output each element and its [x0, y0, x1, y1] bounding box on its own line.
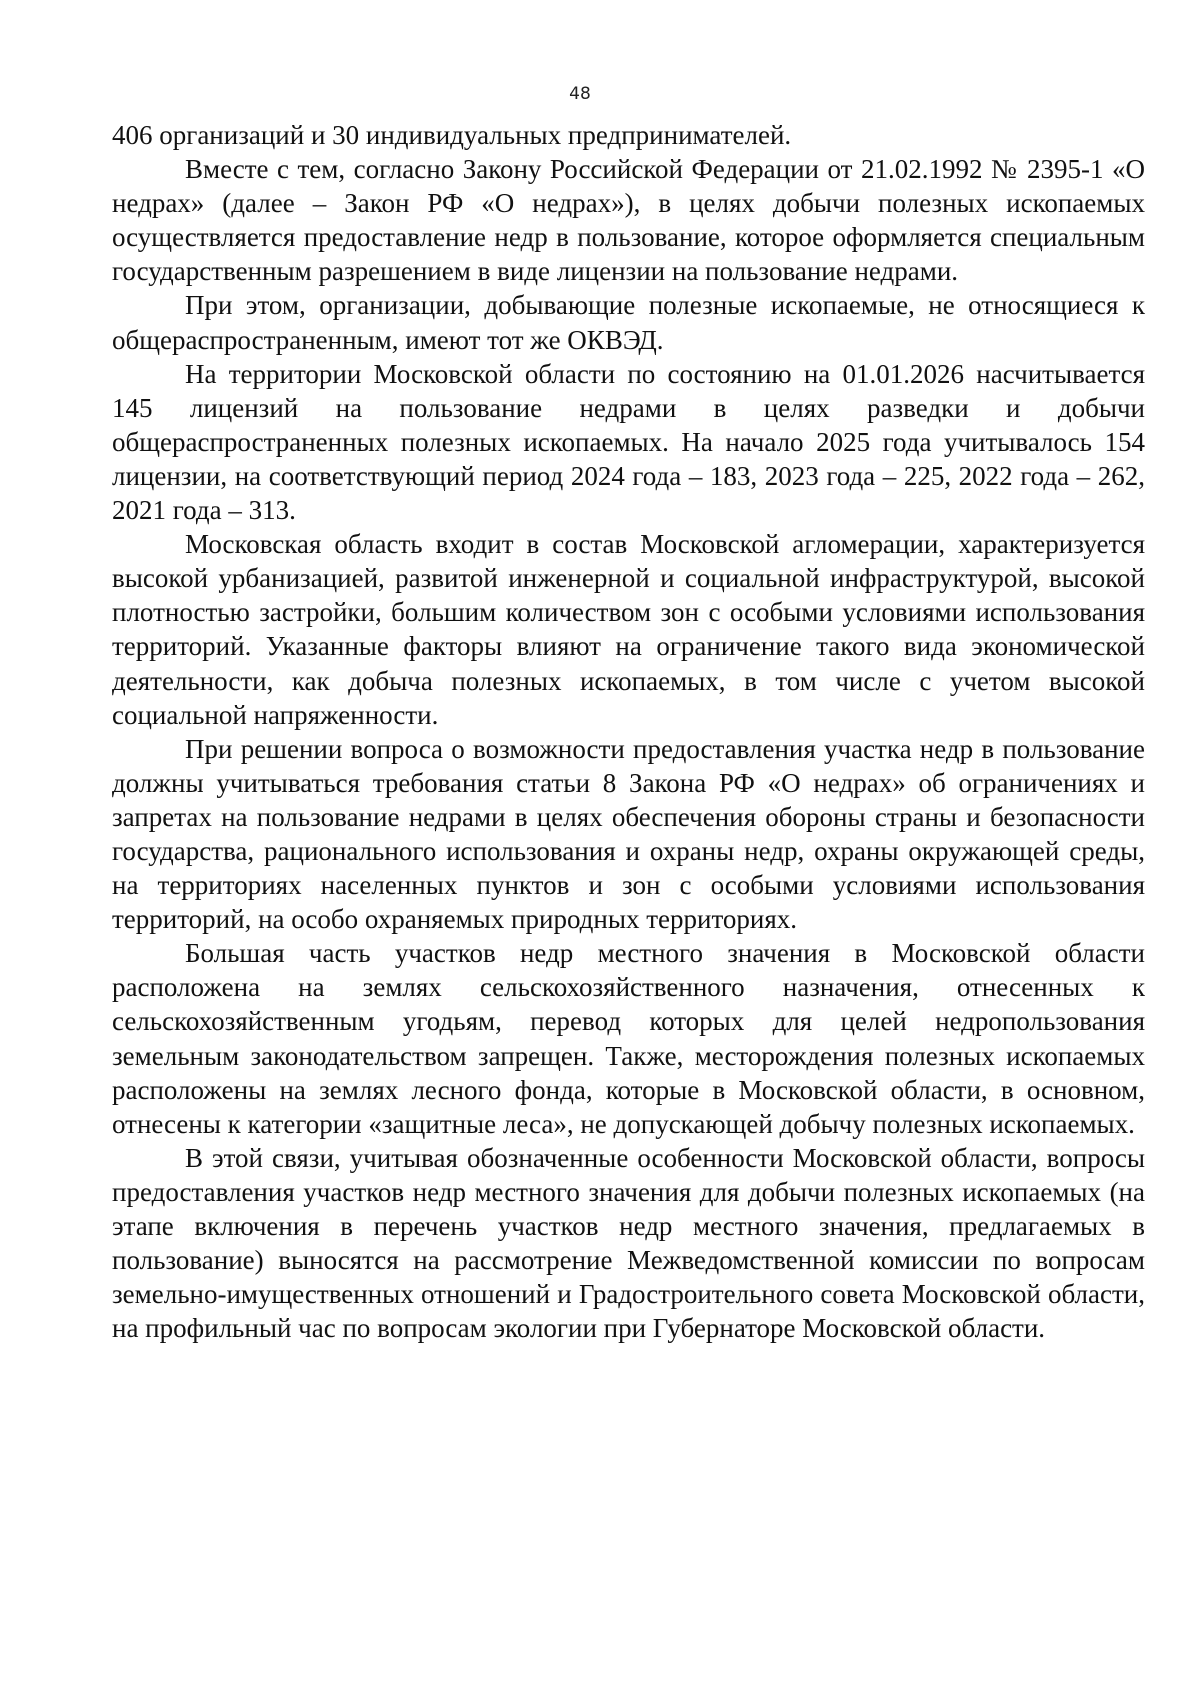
paragraph-licenses-count: На территории Московской области по состоянию на 01.01.2026 насчитывается 145 лицензий на пользование недрами в целях разведки и добычи общераспространенных полезных ископаемых. На начало 2025 года учитывалось 154 лицензии, на соответствующий период 2024 года – 183, 2023 года – 225, 2022 года – 262, 2021 года – 313. — [112, 358, 1145, 526]
paragraph-law-on-subsoil: Вместе с тем, согласно Закону Российской Федерации от 21.02.1992 № 2395-1 «О недрах» (далее – Закон РФ «О недрах»), в целях добычи полезных ископаемых осуществляется предоставление недр в пользование, которое оформляется специальным государственным разрешением в виде лицензии на пользование недрами. — [112, 154, 1145, 287]
page-number: 48 — [569, 84, 591, 104]
paragraph-article-8: При решении вопроса о возможности предоставления участка недр в пользование должны учитываться требования статьи 8 Закона РФ «О недрах» об ограничениях и запретах на пользование недрами в целях обеспечения обороны страны и безопасности государства, рационального использования и охраны недр, охраны окружающей среды, на территориях населенных пунктов и зон с особыми условиями использования территорий, на особо охраняемых природных территориях. — [112, 733, 1145, 935]
document-body — [112, 118, 1145, 1345]
paragraph-okved: При этом, организации, добывающие полезные ископаемые, не относящиеся к общераспространенным, имеют тот же ОКВЭД. — [112, 290, 1145, 355]
paragraph-agricultural-lands: Большая часть участков недр местного значения в Московской области расположена на землях сельскохозяйственного назначения, отнесенных к сельскохозяйственным угодьям, перевод которых для целей недропользования земельным законодательством запрещен. Также, месторождения полезных ископаемых расположены на землях лесного фонда, которые в Московской области, в основном, отнесены к категории «защитные леса», не допускающей добычу полезных ископаемых. — [112, 938, 1145, 1139]
paragraph-agglomeration: Московская область входит в состав Московской агломерации, характеризуется высокой урбанизацией, развитой инженерной и социальной инфраструктурой, высокой плотностью застройки, большим количеством зон с особыми условиями использования территорий. Указанные факторы влияют на ограничение такого вида экономической деятельности, как добыча полезных ископаемых, в том числе с учетом высокой социальной напряженности. — [112, 529, 1145, 730]
paragraph-continuation: 406 организаций и 30 индивидуальных предпринимателей. — [112, 120, 792, 150]
paragraph-commission: В этой связи, учитывая обозначенные особенности Московской области, вопросы предоставления участков недр местного значения для добычи полезных ископаемых (на этапе включения в перечень участков недр местного значения, предлагаемых в пользование) выносятся на рассмотрение Межведомственной комиссии по вопросам земельно-имущественных отношений и Градостроительного совета Московской области, на профильный час по вопросам экологии при Губернаторе Московской области. — [112, 1142, 1145, 1344]
